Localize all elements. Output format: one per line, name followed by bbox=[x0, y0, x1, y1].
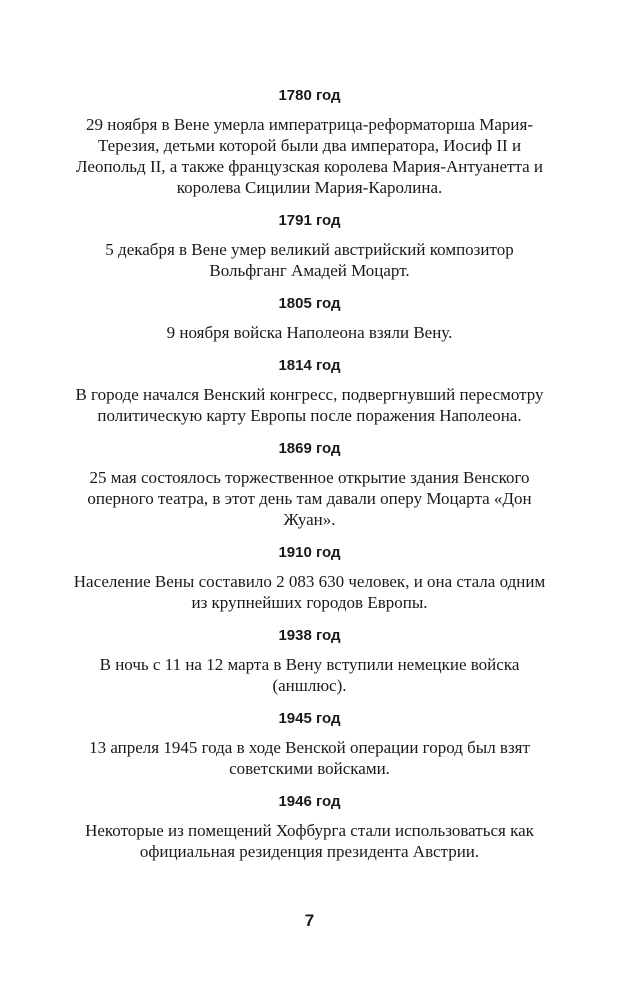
entry-text: В ночь с 11 на 12 марта в Вену вступили немецкие войска (аншлюс). bbox=[99, 655, 520, 695]
entry-text: В городе начался Венский конгресс, подвергнувший пересмотру политическую карту Европы после поражения Наполеона. bbox=[75, 385, 544, 425]
entry-year: 1814 год bbox=[278, 357, 341, 374]
entry-year: 1780 год bbox=[278, 87, 341, 104]
timeline-entry-1814 bbox=[70, 356, 549, 426]
entry-year: 1869 год bbox=[278, 440, 341, 457]
entry-text: 25 мая состоялось торжественное открытие здания Венского оперного театра, в этот день там давали оперу Моцарта «Дон Жуан». bbox=[87, 468, 532, 529]
timeline-entry-1910 bbox=[70, 543, 549, 613]
page-content bbox=[70, 86, 549, 875]
entry-year: 1805 год bbox=[278, 295, 341, 312]
timeline-entry-1805 bbox=[70, 294, 549, 343]
timeline-entry-1946 bbox=[70, 792, 549, 862]
timeline-entry-1780 bbox=[70, 86, 549, 198]
page-number: 7 bbox=[304, 911, 315, 930]
entry-year: 1938 год bbox=[278, 627, 341, 644]
entry-year: 1945 год bbox=[278, 710, 341, 727]
entry-year: 1946 год bbox=[278, 793, 341, 810]
entry-text: Население Вены составило 2 083 630 человек, и она стала одним из крупнейших городов Европы. bbox=[73, 572, 546, 612]
entry-year: 1791 год bbox=[278, 212, 341, 229]
timeline-entry-1945 bbox=[70, 709, 549, 779]
entry-year: 1910 год bbox=[278, 544, 341, 561]
entry-text: 9 ноября войска Наполеона взяли Вену. bbox=[166, 323, 453, 342]
entry-text: 13 апреля 1945 года в ходе Венской операции город был взят советскими войсками. bbox=[89, 738, 530, 778]
timeline-entry-1791 bbox=[70, 211, 549, 281]
timeline-entry-1938 bbox=[70, 626, 549, 696]
entry-text: 29 ноября в Вене умерла императрица-реформаторша Мария-Терезия, детьми которой были два императора, Иосиф II и Леопольд II, а также французская королева Мария-Антуанетта и королева Сицилии Мария-Каролина. bbox=[75, 115, 544, 197]
timeline-entry-1869 bbox=[70, 439, 549, 530]
entry-text: 5 декабря в Вене умер великий австрийский композитор Вольфганг Амадей Моцарт. bbox=[105, 240, 514, 280]
entry-text: Некоторые из помещений Хофбурга стали использоваться как официальная резиденция президента Австрии. bbox=[85, 821, 534, 861]
